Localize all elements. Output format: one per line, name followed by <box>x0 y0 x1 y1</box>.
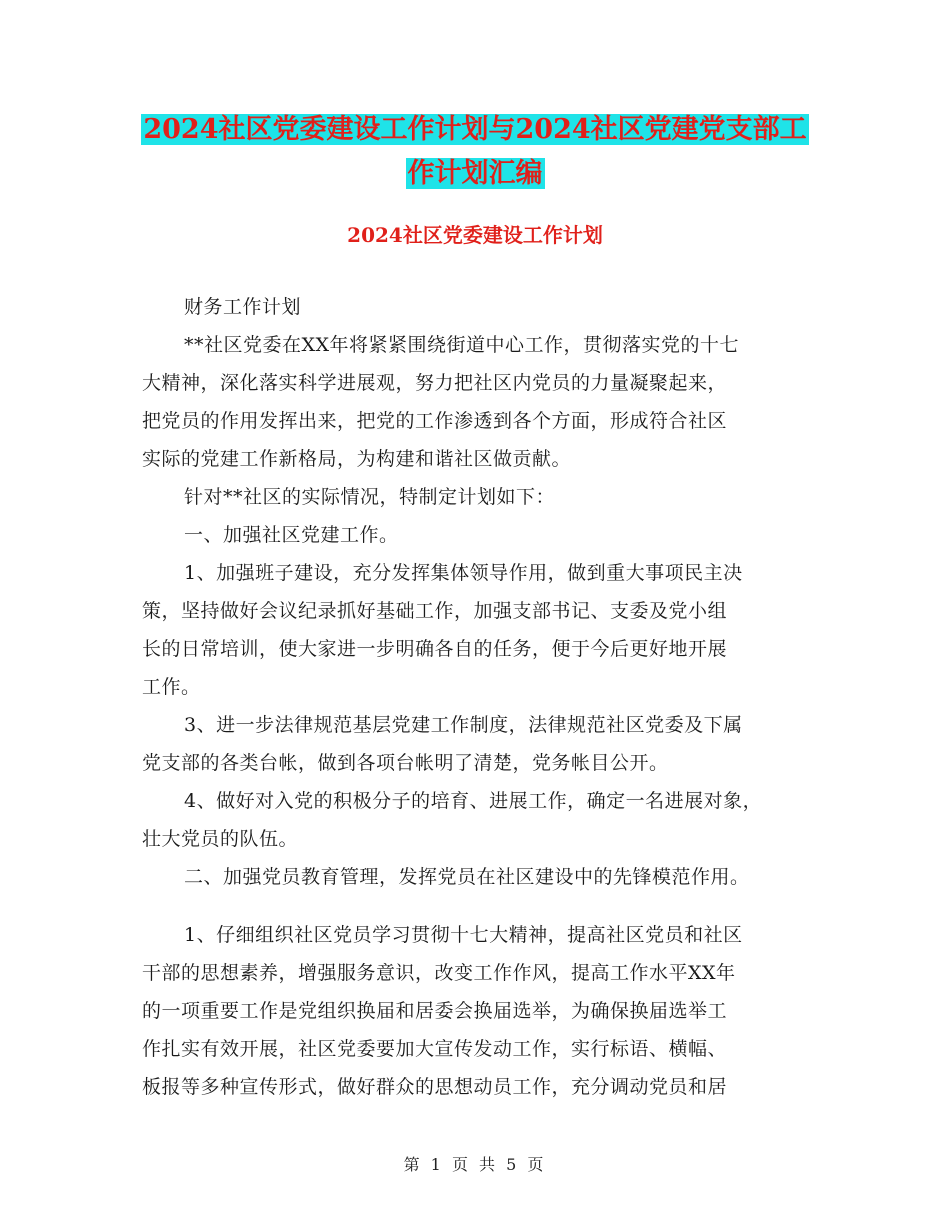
paragraph-line: 的一项重要工作是党组织换届和居委会换届选举，为确保换届选举工 <box>142 1000 728 1022</box>
paragraph <box>142 326 810 478</box>
paragraph <box>142 858 810 896</box>
paragraph-line: 策，坚持做好会议纪录抓好基础工作，加强支部书记、支委及党小组 <box>142 600 728 622</box>
paragraph <box>142 478 810 516</box>
paragraph-line: 干部的思想素养，增强服务意识，改变工作作风，提高工作水平XX年 <box>142 962 736 984</box>
paragraph-line: 财务工作计划 <box>184 296 302 318</box>
paragraph <box>142 516 810 554</box>
document-title <box>0 108 950 196</box>
paragraph-line: **社区党委在XX年将紧紧围绕街道中心工作，贯彻落实党的十七 <box>184 334 740 356</box>
paragraph-line: 大精神，深化落实科学进展观，努力把社区内党员的力量凝聚起来， <box>142 372 728 394</box>
paragraph-line: 板报等多种宣传形式，做好群众的思想动员工作，充分调动党员和居 <box>142 1076 728 1098</box>
paragraph-line: 把党员的作用发挥出来，把党的工作渗透到各个方面，形成符合社区 <box>142 410 728 432</box>
paragraph-line: 针对**社区的实际情况，特制定计划如下： <box>184 486 556 508</box>
paragraph-line: 二、加强党员教育管理，发挥党员在社区建设中的先锋模范作用。 <box>184 866 750 888</box>
paragraph-line: 4、做好对入党的积极分子的培育、进展工作，确定一名进展对象， <box>184 790 763 812</box>
paragraph-line: 实际的党建工作新格局，为构建和谐社区做贡献。 <box>142 448 572 470</box>
paragraph <box>142 288 810 326</box>
paragraph <box>142 554 810 706</box>
paragraph-line: 一、加强社区党建工作。 <box>184 524 399 546</box>
paragraph-line: 3、进一步法律规范基层党建工作制度，法律规范社区党委及下属 <box>184 714 743 736</box>
paragraph <box>142 916 810 1106</box>
page-footer: 第 1 页 共 5 页 <box>403 1155 547 1174</box>
paragraph-line: 作扎实有效开展，社区党委要加大宣传发动工作，实行标语、横幅、 <box>142 1038 728 1060</box>
paragraph <box>142 706 810 782</box>
document-title-line-2: 作计划汇编 <box>407 158 543 189</box>
paragraph-line: 1、仔细组织社区党员学习贯彻十七大精神，提高社区党员和社区 <box>184 924 743 946</box>
paragraph-line: 1、加强班子建设，充分发挥集体领导作用，做到重大事项民主决 <box>184 562 743 584</box>
paragraph-line: 工作。 <box>142 676 201 698</box>
paragraph-line: 壮大党员的队伍。 <box>142 828 299 850</box>
document-title-line-1: 2024社区党委建设工作计划与2024社区党建党支部工 <box>143 114 807 145</box>
paragraph-gap <box>142 896 810 916</box>
section-title: 2024社区党委建设工作计划 <box>347 223 603 247</box>
paragraph-line: 党支部的各类台帐，做到各项台帐明了清楚，党务帐目公开。 <box>142 752 669 774</box>
paragraph-line: 长的日常培训，使大家进一步明确各自的任务，便于今后更好地开展 <box>142 638 728 660</box>
paragraph <box>142 782 810 858</box>
document-body <box>142 288 810 1106</box>
